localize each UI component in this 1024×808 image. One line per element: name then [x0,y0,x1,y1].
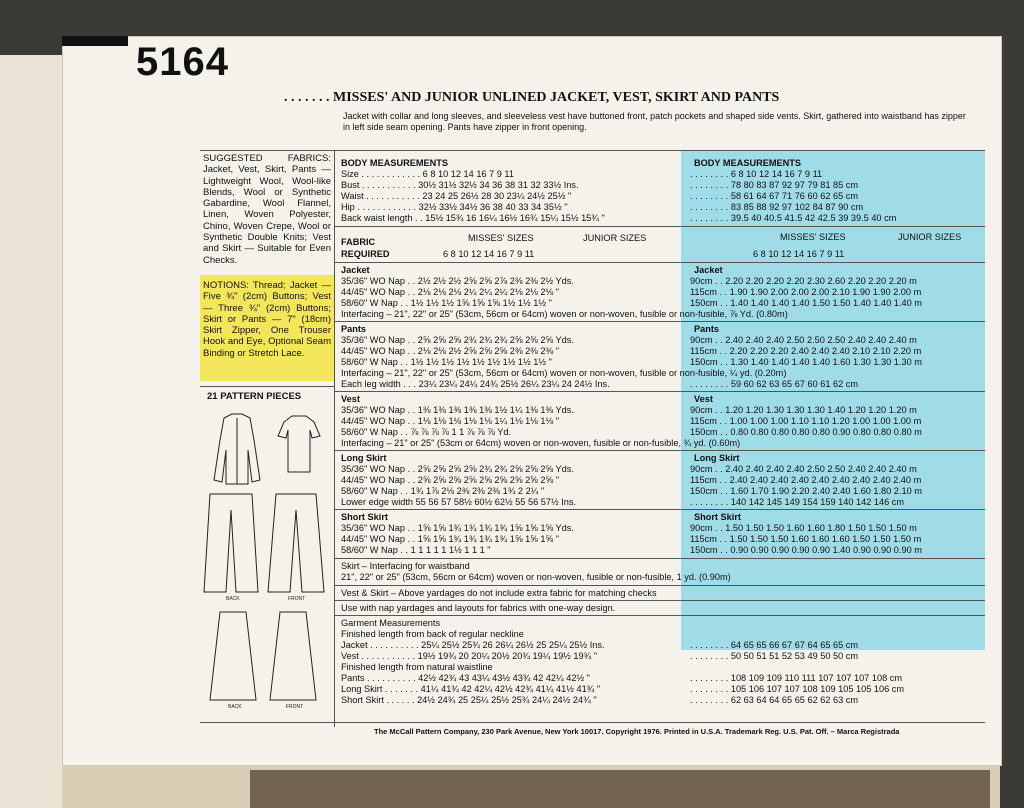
pants-front-sketch [268,494,324,592]
short-skirt-row: 44/45" WO Nap . . 1⅝ 1⅝ 1¾ 1¾ 1¾ 1¾ 1⅝ 1⅝ 1⅝ " [341,534,559,544]
sketch-label-front-2: FRONT [286,704,304,710]
long-skirt-row: 35/36" WO Nap . . 2⅝ 2⅝ 2⅝ 2⅝ 2¾ 2¾ 2⅝ 2⅝ 2⅝ Yds. [341,464,574,474]
body-row: Hip . . . . . . . . . . . . 32½ 33½ 34½ 36 38 40 33 34 35½ " [341,202,568,212]
divider [334,615,985,616]
envelope-photo-strip [250,770,990,808]
metric-junior-label: JUNIOR SIZES [898,232,962,242]
jacket-row: 58/60" W Nap . . 1½ 1½ 1½ 1⅝ 1⅝ 1⅝ 1½ 1½ 1½ " [341,298,552,308]
pants-metric: 150cm . . 1.30 1.40 1.40 1.40 1.40 1.60 1.30 1.30 1.30 m [690,357,922,367]
jacket-metric: 115cm . . 1.90 1.90 2.00 2.00 2.00 2.10 1.90 1.90 2.00 m [690,287,922,297]
long-skirt-row: 44/45" WO Nap . . 2⅝ 2⅝ 2⅝ 2⅝ 2⅝ 2⅝ 2⅝ 2⅝ 2⅝ " [341,475,559,485]
metric-body-row: . . . . . . . . 58 61 64 67 71 76 60 62 65 cm [690,191,859,201]
metric-body-row: . . . . . . . . 39.5 40 40.5 41.5 42 42.5 39 39.5 40 cm [690,213,897,223]
jacket-metric: 90cm . . 2.20 2.20 2.20 2.20 2.30 2.60 2.20 2.20 2.20 m [690,276,917,286]
section-short-skirt: Short Skirt [341,512,388,522]
garment-sub1: Finished length from back of regular neckline [341,629,524,639]
envelope-flap [0,55,70,808]
skirt-front-sketch [270,612,316,700]
short-skirt-metric: 115cm . . 1.50 1.50 1.50 1.60 1.60 1.60 1.50 1.50 1.50 m [690,534,922,544]
section-pants: Pants [341,324,367,334]
title-leader: . . . . . . . [284,90,330,105]
fabric-heading: FABRIC [341,237,376,247]
pants-row: 35/36" WO Nap . . 2⅝ 2⅝ 2⅝ 2¾ 2¾ 2¾ 2⅝ 2⅝ 2⅝ Yds. [341,335,574,345]
garment-heading: Garment Measurements [341,618,441,628]
metric-section-long-skirt: Long Skirt [694,453,740,463]
jacket-interfacing: Interfacing – 21", 22" or 25" (53cm, 56cm or 64cm) woven or non-woven, fusible or non-fusible, ⅞ Yd. (0.80m) [341,309,788,319]
short-skirt-row: 35/36" WO Nap . . 1⅝ 1⅝ 1¾ 1¾ 1¾ 1¾ 1⅝ 1⅝ 1⅝ Yds. [341,523,574,533]
divider [334,391,985,392]
jacket-row: 35/36" WO Nap . . 2½ 2½ 2½ 2⅝ 2⅝ 2⅞ 2⅜ 2⅜ 2½ Yds. [341,276,574,286]
pattern-title [284,90,779,106]
divider [200,722,985,723]
pattern-pieces-heading: 21 PATTERN PIECES [207,391,302,402]
garment-row: Jacket . . . . . . . . . . 25¼ 25½ 25¾ 26 26¼ 26½ 25 25¼ 25½ Ins. [341,640,605,650]
divider [334,509,985,510]
short-skirt-metric: 150cm . . 0.90 0.90 0.90 0.90 0.90 1.40 0.90 0.90 0.90 m [690,545,922,555]
skirt-interfacing-note: Skirt – Interfacing for waistband [341,561,470,571]
garment-metric: . . . . . . . . 64 65 65 66 67 67 64 65 65 cm [690,640,859,650]
long-skirt-lower-edge: Lower edge width 55 56 57 58½ 60½ 62½ 55 56 57½ Ins. [341,497,576,507]
long-skirt-metric: 115cm . . 2.40 2.40 2.40 2.40 2.40 2.40 2.40 2.40 2.40 m [690,475,922,485]
corner-tape [62,36,128,46]
section-vest: Vest [341,394,360,404]
metric-section-jacket: Jacket [694,265,723,275]
title-text: MISSES' AND JUNIOR UNLINED JACKET, VEST, SKIRT AND PANTS [333,90,780,105]
divider [334,450,985,451]
divider [334,226,985,227]
misses-sizes-label: MISSES' SIZES [468,233,534,243]
garment-metric: . . . . . . . . 62 63 64 64 65 65 62 62 63 cm [690,695,859,705]
pants-leg-width: Each leg width . . . 23¼ 23¼ 24¼ 24¾ 25½ 26¼ 23¼ 24 24½ Ins. [341,379,610,389]
fabric-sizes: 6 8 10 12 14 16 7 9 11 [443,249,535,259]
pattern-number: 5164 [136,40,229,84]
garment-row: Vest . . . . . . . . . . . 19½ 19¾ 20 20¼ 20½ 20¾ 19¼ 19½ 19¾ " [341,651,598,661]
garment-metric: . . . . . . . . 108 109 109 110 111 107 107 107 108 cm [690,673,902,683]
required-heading: REQUIRED [341,249,390,259]
long-skirt-metric: . . . . . . . . 140 142 145 149 154 159 140 142 146 cm [690,497,905,507]
garment-row: Pants . . . . . . . . . . 42½ 42¾ 43 43¼ 43½ 43¾ 42 42¼ 42½ " [341,673,590,683]
body-row: Size . . . . . . . . . . . . 6 8 10 12 14 16 7 9 11 [341,169,514,179]
body-row: Waist . . . . . . . . . . . 23 24 25 26½ 28 30 23¼ 24½ 25½ " [341,191,572,201]
divider [334,600,985,601]
body-row: Back waist length . . 15½ 15¾ 16 16¼ 16½ 16¾ 15¼ 15½ 15¾ " [341,213,605,223]
pants-back-sketch [204,494,258,592]
vest-metric: 150cm . . 0.80 0.80 0.80 0.80 0.80 0.90 0.80 0.80 0.80 m [690,427,922,437]
metric-body-row: . . . . . . . . 78 80 83 87 92 97 79 81 85 cm [690,180,859,190]
pants-metric: 115cm . . 2.20 2.20 2.20 2.40 2.40 2.40 2.10 2.10 2.20 m [690,346,922,356]
pants-metric: 90cm . . 2.40 2.40 2.40 2.50 2.50 2.50 2.40 2.40 2.40 m [690,335,917,345]
garment-row: Long Skirt . . . . . . . 41¼ 41¾ 42 42¼ 42½ 42¾ 41¼ 41½ 41¾ " [341,684,601,694]
footer-copyright: The McCall Pattern Company, 230 Park Avenue, New York 10017. Copyright 1976. Printed in U.S.A. Trademark Reg. U.S. Pat. Off. – Marca Registrada [374,727,900,736]
long-skirt-metric: 150cm . . 1.60 1.70 1.90 2.20 2.40 2.40 1.60 1.80 2.10 m [690,486,922,496]
body-row: Bust . . . . . . . . . . . 30½ 31½ 32½ 34 36 38 31 32 33½ Ins. [341,180,579,190]
divider [334,321,985,322]
skirt-interfacing-detail: 21", 22" or 25" (53cm, 56cm or 64cm) woven or non-woven, fusible or non-fusible, 1 yd. (0.90m) [341,572,731,582]
sketch-label-back-1: BACK [226,596,240,602]
short-skirt-metric: 90cm . . 1.50 1.50 1.50 1.60 1.60 1.80 1.50 1.50 1.50 m [690,523,917,533]
metric-body-heading: BODY MEASUREMENTS [694,158,802,168]
vest-metric: 115cm . . 1.00 1.00 1.00 1.10 1.10 1.20 1.00 1.00 1.00 m [690,416,922,426]
garment-row: Short Skirt . . . . . . 24½ 24¾ 25 25¼ 25½ 25¾ 24¼ 24½ 24¾ " [341,695,597,705]
nap-note: Use with nap yardages and layouts for fabrics with one-way design. [341,603,616,613]
junior-sizes-label: JUNIOR SIZES [583,233,647,243]
sketch-label-front-1: FRONT [288,596,306,602]
pants-row: 44/45" WO Nap . . 2⅛ 2⅛ 2½ 2⅝ 2⅝ 2⅝ 2⅜ 2⅜ 2⅜ " [341,346,559,356]
metric-body-row: . . . . . . . . 83 85 88 92 97 102 84 87 90 cm [690,202,864,212]
vest-row: 35/36" WO Nap . . 1⅜ 1⅜ 1⅜ 1⅜ 1⅜ 1½ 1¼ 1⅜ 1⅜ Yds. [341,405,574,415]
pattern-description: Jacket with collar and long sleeves, and sleeveless vest have buttoned front, patch pockets and shaped side vents. Skirt, gathered into waistband has zipper in left side seam opening. Pants have zipper in front opening. [343,111,966,132]
suggested-fabrics: SUGGESTED FABRICS: Jacket, Vest, Skirt, Pants — Lightweight Wool, Wool-like Blends, Wool or Synthetic Gabardine, Wool Flannel, Linen, Woven Polyester, Chino, Woven Crepe, Wool or Synthetic Double Knits; Vest and Skirt — Suitable for Even Checks. [203,153,331,266]
jacket-row: 44/45" WO Nap . . 2⅛ 2⅛ 2⅛ 2¼ 2¼ 2¼ 2⅛ 2⅛ 2⅛ " [341,287,559,297]
garment-metric: . . . . . . . . 50 50 51 51 52 53 49 50 50 cm [690,651,859,661]
skirt-back-sketch [210,612,256,700]
long-skirt-row: 58/60" W Nap . . 1¾ 1⅞ 2⅛ 2⅜ 2⅜ 2⅜ 1¾ 2 2¼ " [341,486,545,496]
long-skirt-metric: 90cm . . 2.40 2.40 2.40 2.40 2.50 2.50 2.40 2.40 2.40 m [690,464,917,474]
garment-sub2: Finished length from natural waistline [341,662,493,672]
body-measurements-heading: BODY MEASUREMENTS [341,158,449,168]
vest-skirt-note: Vest & Skirt – Above yardages do not include extra fabric for matching checks [341,588,657,598]
vest-interfacing: Interfacing – 21" or 25" (53cm or 64cm) woven or non-woven, fusible or non-fusible, ¾ yd. (0.60m) [341,438,741,448]
divider [334,262,985,263]
divider [200,386,334,387]
pants-row: 58/60" W Nap . . 1½ 1½ 1½ 1½ 1½ 1½ 1½ 1½ 1½ " [341,357,552,367]
section-jacket: Jacket [341,265,370,275]
metric-body-row: . . . . . . . . 6 8 10 12 14 16 7 9 11 [690,169,823,179]
metric-section-short-skirt: Short Skirt [694,512,741,522]
metric-misses-label: MISSES' SIZES [780,232,846,242]
pants-metric: . . . . . . . . 59 60 62 63 65 67 60 61 62 cm [690,379,859,389]
metric-section-vest: Vest [694,394,713,404]
garment-metric: . . . . . . . . 105 106 107 107 108 109 105 105 106 cm [690,684,905,694]
divider [334,558,985,559]
vest-row: 44/45" WO Nap . . 1⅛ 1⅛ 1⅛ 1⅛ 1⅛ 1¼ 1⅛ 1⅛ 1⅛ " [341,416,559,426]
section-long-skirt: Long Skirt [341,453,387,463]
garment-sketches [202,410,332,722]
short-skirt-row: 58/60" W Nap . . 1 1 1 1 1 1½ 1 1 1 " [341,545,491,555]
pants-interfacing: Interfacing – 21", 22" or 25" (53cm, 56cm or 64cm) woven or non-woven, fusible or non-fusible, ¼ yd. (0.20m) [341,368,787,378]
vest-row: 58/60" W Nap . . ⅞ ⅞ ⅞ ⅞ 1 1 ⅞ ⅞ ⅞ Yd. [341,427,512,437]
vest-metric: 90cm . . 1.20 1.20 1.30 1.30 1.30 1.40 1.20 1.20 1.20 m [690,405,917,415]
vest-sketch [278,416,320,472]
metric-section-pants: Pants [694,324,720,334]
divider [334,585,985,586]
jacket-metric: 150cm . . 1.40 1.40 1.40 1.40 1.50 1.50 1.40 1.40 1.40 m [690,298,922,308]
sketch-label-back-2: BACK [228,704,242,710]
notions-text: NOTIONS: Thread; Jacket — Five ¾" (2cm) Buttons; Vest — Three ¾" (2cm) Buttons; Skirt or Pants — 7" (18cm) Skirt Zipper, One Trouser Hook and Eye, Optional Seam Binding or Stretch Lace. [203,280,331,359]
metric-sizes: 6 8 10 12 14 16 7 9 11 [753,249,845,259]
